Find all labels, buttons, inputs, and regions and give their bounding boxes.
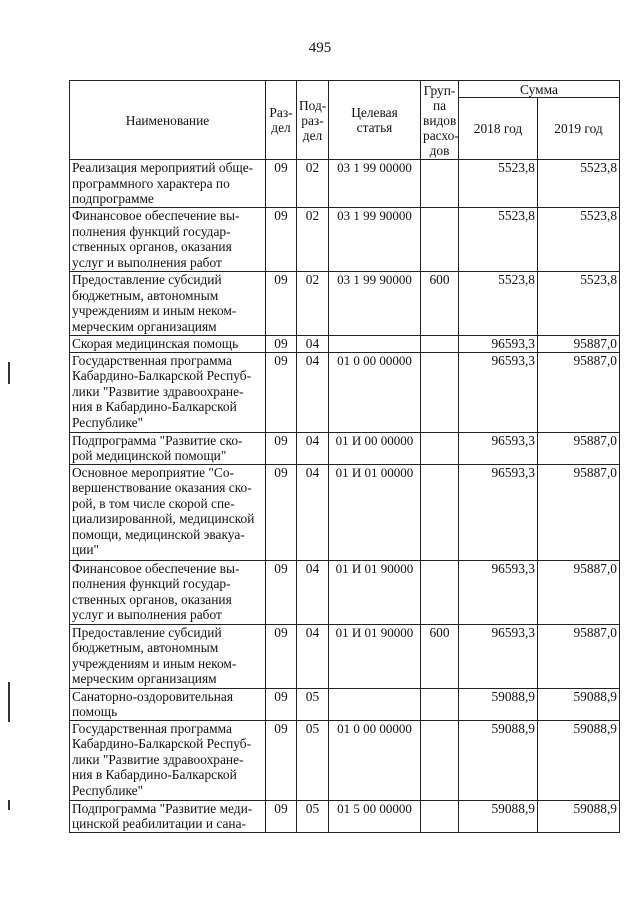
scan-mark-3 — [8, 800, 10, 810]
row-sum-2019: 95887,0 — [538, 352, 620, 432]
row-target-article — [329, 336, 421, 353]
row-expense-group: 600 — [421, 272, 459, 336]
row-section: 09 — [266, 688, 297, 720]
table-row — [70, 432, 620, 464]
row-expense-group — [421, 720, 459, 800]
row-subsection: 04 — [297, 464, 329, 560]
table-row — [70, 624, 620, 688]
row-subsection: 02 — [297, 160, 329, 208]
row-name: Санаторно-оздоровительная помощь — [70, 688, 266, 720]
row-section: 09 — [266, 560, 297, 624]
row-sum-2018: 59088,9 — [459, 720, 538, 800]
row-target-article: 03 1 99 90000 — [329, 272, 421, 336]
row-name: Государственная программа Кабардино-Балкарской Респуб- лики "Развитие здравоохране- ния в Кабардино-Балкарской Республике" — [70, 352, 266, 432]
header-year-2018: 2018 год — [459, 98, 538, 160]
row-sum-2019: 95887,0 — [538, 336, 620, 353]
row-target-article: 01 И 01 90000 — [329, 560, 421, 624]
row-sum-2019: 95887,0 — [538, 432, 620, 464]
row-expense-group — [421, 208, 459, 272]
budget-table — [69, 80, 620, 833]
row-sum-2019: 95887,0 — [538, 464, 620, 560]
row-expense-group — [421, 688, 459, 720]
row-expense-group — [421, 560, 459, 624]
row-target-article — [329, 688, 421, 720]
table-row — [70, 560, 620, 624]
row-section: 09 — [266, 272, 297, 336]
row-name: Финансовое обеспечение вы- полнения функций государ- ственных органов, оказания услуг и выполнения работ — [70, 560, 266, 624]
row-expense-group — [421, 800, 459, 832]
row-sum-2018: 96593,3 — [459, 336, 538, 353]
table-row — [70, 208, 620, 272]
row-target-article: 01 0 00 00000 — [329, 720, 421, 800]
table-row — [70, 272, 620, 336]
row-sum-2019: 5523,8 — [538, 160, 620, 208]
row-subsection: 04 — [297, 432, 329, 464]
row-section: 09 — [266, 160, 297, 208]
row-sum-2019: 95887,0 — [538, 624, 620, 688]
row-name: Реализация мероприятий обще- программного характера по подпрограмме — [70, 160, 266, 208]
row-name: Основное мероприятие "Со- вершенствование оказания ско- рой, в том числе скорой спе- циализированной, медицинской помощи, медицинской эвакуа- ции" — [70, 464, 266, 560]
row-subsection: 05 — [297, 688, 329, 720]
scan-mark-1 — [8, 362, 10, 384]
row-sum-2019: 5523,8 — [538, 208, 620, 272]
row-sum-2018: 5523,8 — [459, 272, 538, 336]
row-name: Скорая медицинская помощь — [70, 336, 266, 353]
header-sum: Сумма — [459, 81, 620, 98]
row-sum-2018: 96593,3 — [459, 464, 538, 560]
row-name: Государственная программа Кабардино-Балкарской Респуб- лики "Развитие здравоохране- ния в Кабардино-Балкарской Республике" — [70, 720, 266, 800]
row-subsection: 05 — [297, 720, 329, 800]
row-sum-2018: 96593,3 — [459, 560, 538, 624]
row-section: 09 — [266, 800, 297, 832]
row-section: 09 — [266, 720, 297, 800]
row-target-article: 03 1 99 90000 — [329, 208, 421, 272]
page-number: 495 — [308, 40, 332, 56]
row-sum-2018: 59088,9 — [459, 800, 538, 832]
header-year-2019: 2019 год — [538, 98, 620, 160]
table-row — [70, 800, 620, 832]
scan-mark-2 — [8, 682, 10, 722]
table-row — [70, 720, 620, 800]
row-section: 09 — [266, 208, 297, 272]
row-target-article: 01 И 01 90000 — [329, 624, 421, 688]
row-section: 09 — [266, 352, 297, 432]
row-expense-group: 600 — [421, 624, 459, 688]
header-name: Наименование — [70, 81, 266, 160]
row-sum-2019: 5523,8 — [538, 272, 620, 336]
row-sum-2019: 95887,0 — [538, 560, 620, 624]
row-section: 09 — [266, 336, 297, 353]
row-subsection: 02 — [297, 208, 329, 272]
header-section: Раз- дел — [266, 81, 297, 160]
row-sum-2018: 96593,3 — [459, 432, 538, 464]
row-sum-2018: 5523,8 — [459, 160, 538, 208]
header-expense-group: Груп- па видов расхо- дов — [421, 81, 459, 160]
row-expense-group — [421, 352, 459, 432]
row-subsection: 04 — [297, 336, 329, 353]
row-subsection: 04 — [297, 624, 329, 688]
table-body — [70, 160, 620, 833]
row-sum-2018: 96593,3 — [459, 624, 538, 688]
table-row — [70, 352, 620, 432]
row-sum-2018: 5523,8 — [459, 208, 538, 272]
row-sum-2019: 59088,9 — [538, 720, 620, 800]
row-name: Подпрограмма "Развитие меди- цинской реабилитации и сана- — [70, 800, 266, 832]
row-sum-2018: 96593,3 — [459, 352, 538, 432]
table-row — [70, 336, 620, 353]
row-expense-group — [421, 464, 459, 560]
header-target-article: Целевая статья — [329, 81, 421, 160]
header-subsection: Под- раз- дел — [297, 81, 329, 160]
row-subsection: 02 — [297, 272, 329, 336]
row-expense-group — [421, 432, 459, 464]
table-row — [70, 688, 620, 720]
row-expense-group — [421, 160, 459, 208]
table-row — [70, 464, 620, 560]
row-expense-group — [421, 336, 459, 353]
row-subsection: 04 — [297, 560, 329, 624]
row-target-article: 01 И 00 00000 — [329, 432, 421, 464]
row-section: 09 — [266, 624, 297, 688]
row-sum-2019: 59088,9 — [538, 688, 620, 720]
row-name: Предоставление субсидий бюджетным, автономным учреждениям и иным неком- мерческим организациям — [70, 272, 266, 336]
row-sum-2019: 59088,9 — [538, 800, 620, 832]
row-subsection: 05 — [297, 800, 329, 832]
row-name: Предоставление субсидий бюджетным, автономным учреждениям и иным неком- мерческим организациям — [70, 624, 266, 688]
row-sum-2018: 59088,9 — [459, 688, 538, 720]
row-section: 09 — [266, 464, 297, 560]
row-target-article: 01 5 00 00000 — [329, 800, 421, 832]
row-name: Подпрограмма "Развитие ско- рой медицинской помощи" — [70, 432, 266, 464]
row-section: 09 — [266, 432, 297, 464]
row-target-article: 03 1 99 00000 — [329, 160, 421, 208]
row-name: Финансовое обеспечение вы- полнения функций государ- ственных органов, оказания услуг и выполнения работ — [70, 208, 266, 272]
row-target-article: 01 И 01 00000 — [329, 464, 421, 560]
table-row — [70, 160, 620, 208]
row-subsection: 04 — [297, 352, 329, 432]
row-target-article: 01 0 00 00000 — [329, 352, 421, 432]
